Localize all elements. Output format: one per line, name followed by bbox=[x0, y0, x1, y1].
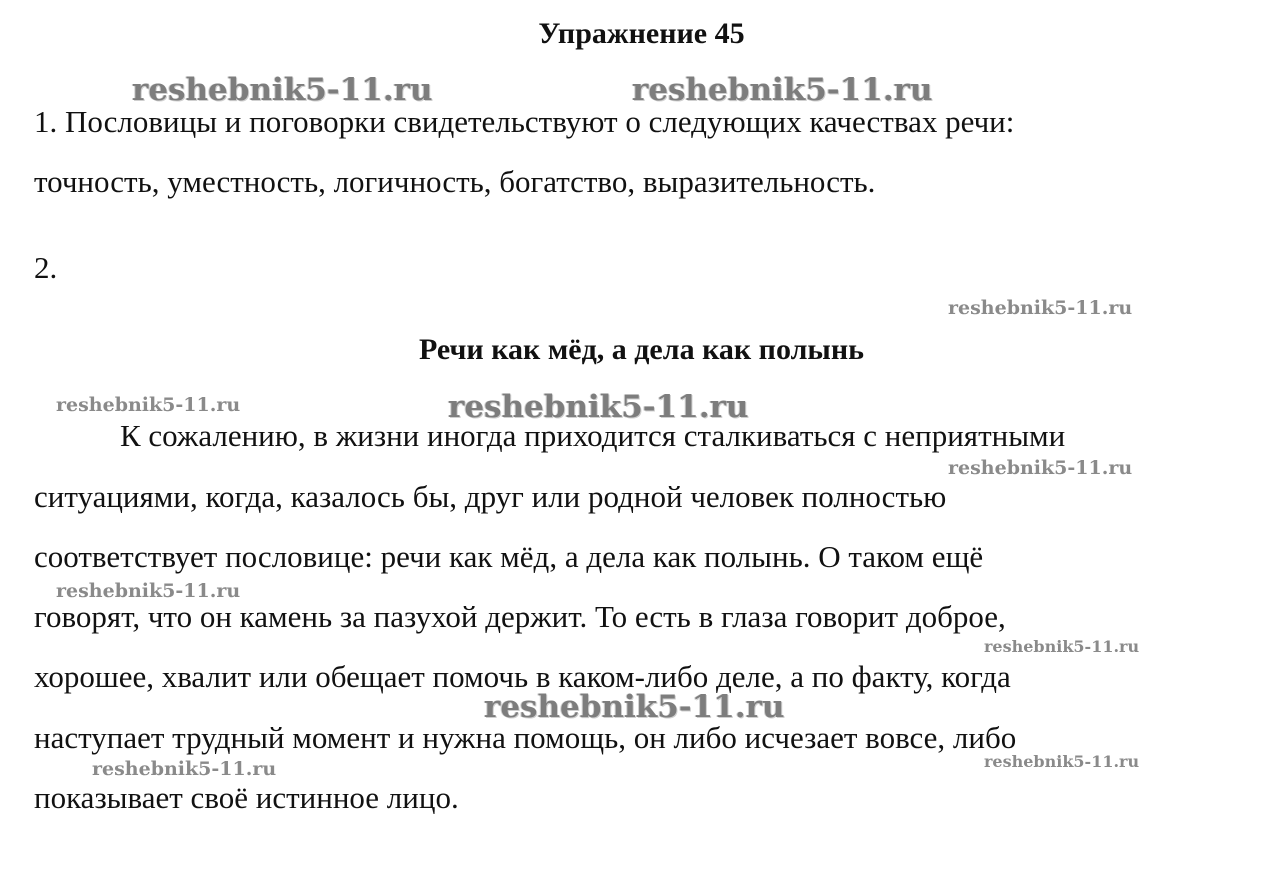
essay-line-2: ситуациями, когда, казалось бы, друг или родной человек полностью bbox=[34, 479, 947, 514]
watermark: reshebnik5-11.ru bbox=[984, 637, 1140, 656]
essay-line-6: наступает трудный момент и нужна помощь, он либо исчезает вовсе, либо bbox=[34, 720, 1017, 755]
essay-line-7: показывает своё истинное лицо. bbox=[34, 780, 459, 815]
watermark: reshebnik5-11.ru bbox=[92, 758, 277, 780]
watermark: reshebnik5-11.ru bbox=[56, 580, 241, 602]
watermark: reshebnik5-11.ru bbox=[132, 72, 433, 108]
essay-line-3: соответствует пословице: речи как мёд, а дела как полынь. О таком ещё bbox=[34, 539, 984, 574]
answer-1-line-1: 1. Пословицы и поговорки свидетельствуют о следующих качествах речи: bbox=[34, 104, 1015, 139]
essay-line-4: говорят, что он камень за пазухой держит. То есть в глаза говорит доброе, bbox=[34, 599, 1006, 634]
watermark: reshebnik5-11.ru bbox=[448, 389, 749, 425]
essay-line-1: К сожалению, в жизни иногда приходится сталкиваться с неприятными bbox=[120, 418, 1066, 453]
watermark: reshebnik5-11.ru bbox=[484, 689, 785, 725]
watermark: reshebnik5-11.ru bbox=[984, 752, 1140, 771]
watermark: reshebnik5-11.ru bbox=[56, 394, 241, 416]
watermark: reshebnik5-11.ru bbox=[948, 457, 1133, 479]
answer-1-line-2: точность, уместность, логичность, богатство, выразительность. bbox=[34, 164, 876, 199]
essay-title: Речи как мёд, а дела как полынь bbox=[419, 333, 864, 366]
answer-2-label: 2. bbox=[34, 250, 58, 285]
watermark: reshebnik5-11.ru bbox=[632, 72, 933, 108]
essay-line-5: хорошее, хвалит или обещает помочь в каком-либо деле, а по факту, когда bbox=[34, 659, 1011, 694]
watermark: reshebnik5-11.ru bbox=[948, 297, 1133, 319]
page-title: Упражнение 45 bbox=[538, 17, 745, 50]
